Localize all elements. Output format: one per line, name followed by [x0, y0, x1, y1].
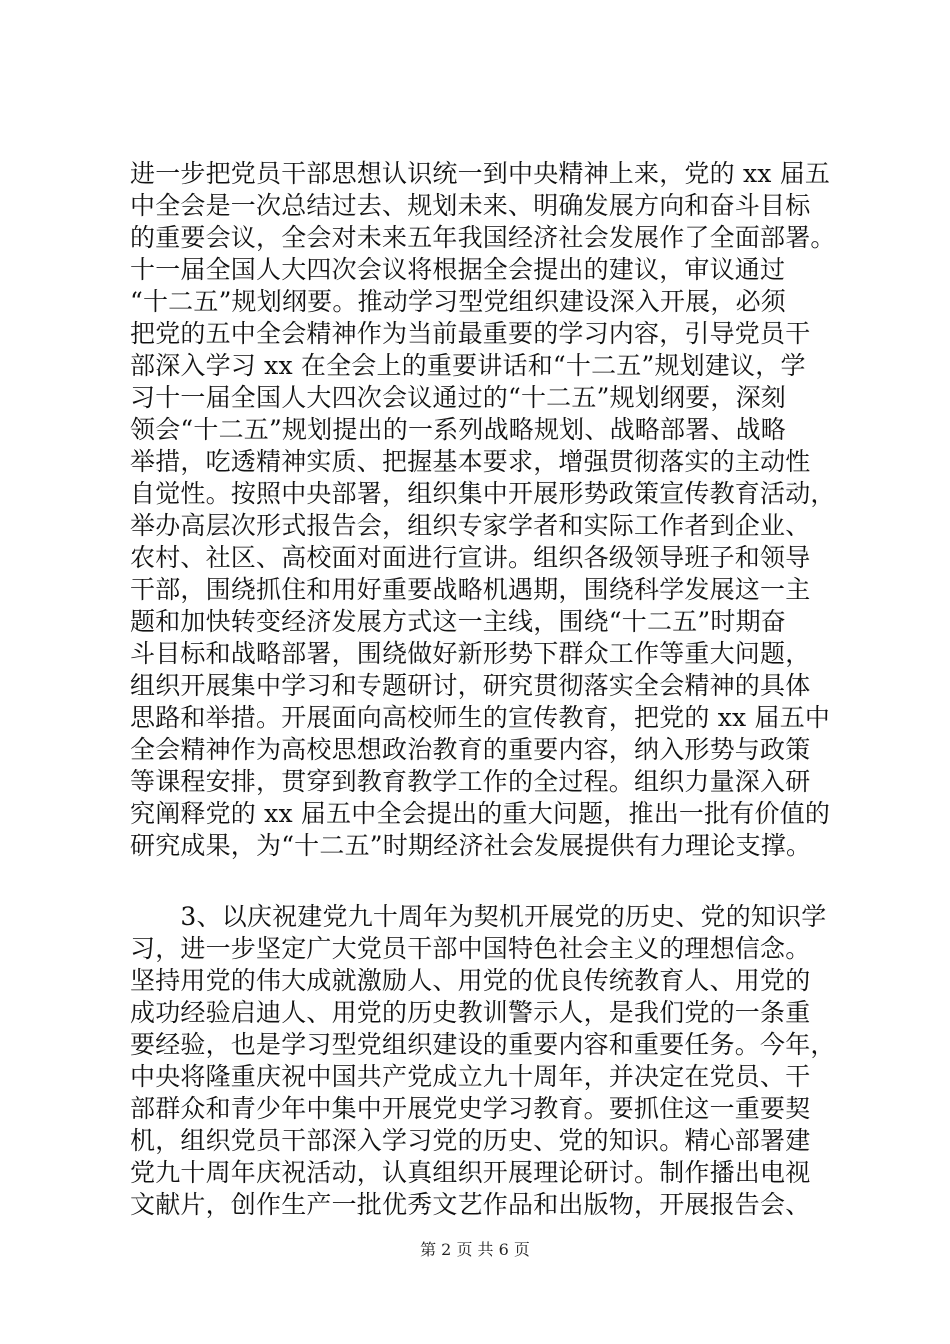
text-line: 习十一届全国人大四次会议通过的“十二五”规划纲要，深刻 — [130, 383, 786, 412]
text-line: 举办高层次形式报告会，组织专家学者和实际工作者到企业、 — [130, 511, 811, 540]
document-body — [130, 158, 836, 1221]
text-line: 中央将隆重庆祝中国共产党成立九十周年，并决定在党员、干 — [130, 1062, 811, 1091]
text-line: 等课程安排，贯穿到教育教学工作的全过程。组织力量深入研 — [130, 767, 811, 796]
text-line: 坚持用党的伟大成就激励人、用党的优良传统教育人、用党的 — [130, 966, 811, 995]
text-line: 的重要会议，全会对未来五年我国经济社会发展作了全面部署。 — [130, 223, 836, 252]
text-line: 究阐释党的 xx 届五中全会提出的重大问题，推出一批有价值的 — [130, 799, 831, 828]
text-line: 题和加快转变经济发展方式这一主线，围绕“十二五”时期奋 — [130, 607, 786, 636]
text-line: 把党的五中全会精神作为当前最重要的学习内容，引导党员干 — [130, 319, 811, 348]
paragraph-spacer — [130, 862, 830, 901]
text-line: 思路和举措。开展面向高校师生的宣传教育，把党的 xx 届五中 — [130, 703, 831, 732]
text-line: 机，组织党员干部深入学习党的历史、党的知识。精心部署建 — [130, 1126, 811, 1155]
text-line: 习，进一步坚定广大党员干部中国特色社会主义的理想信念。 — [130, 934, 811, 963]
text-line: 自觉性。按照中央部署，组织集中开展形势政策宣传教育活动， — [130, 479, 836, 508]
text-line: 部深入学习 xx 在全会上的重要讲话和“十二五”规划建议，学 — [130, 351, 806, 380]
text-line: 干部，围绕抓住和用好重要战略机遇期，围绕科学发展这一主 — [130, 575, 811, 604]
text-line: 研究成果，为“十二五”时期经济社会发展提供有力理论支撑。 — [130, 831, 812, 860]
text-line: 部群众和青少年中集中开展党史学习教育。要抓住这一重要契 — [130, 1094, 811, 1123]
text-line: 农村、社区、高校面对面进行宣讲。组织各级领导班子和领导 — [130, 543, 811, 572]
text-line: 3、以庆祝建党九十周年为契机开展党的历史、党的知识学 — [130, 902, 827, 931]
text-line: 党九十周年庆祝活动，认真组织开展理论研讨。制作播出电视 — [130, 1158, 811, 1187]
text-line: 成功经验启迪人、用党的历史教训警示人，是我们党的一条重 — [130, 998, 811, 1027]
text-line: 要经验，也是学习型党组织建设的重要内容和重要任务。今年， — [130, 1030, 836, 1059]
text-line: 举措，吃透精神实质、把握基本要求，增强贯彻落实的主动性 — [130, 447, 811, 476]
text-line: 文献片，创作生产一批优秀文艺作品和出版物，开展报告会、 — [130, 1190, 811, 1219]
text-line: 中全会是一次总结过去、规划未来、明确发展方向和奋斗目标 — [130, 191, 811, 220]
text-line: “十二五”规划纲要。推动学习型党组织建设深入开展，必须 — [130, 287, 786, 316]
text-line: 领会“十二五”规划提出的一系列战略规划、战略部署、战略 — [130, 415, 786, 444]
paragraph-1 — [130, 158, 836, 862]
text-line: 进一步把党员干部思想认识统一到中央精神上来，党的 xx 届五 — [130, 159, 831, 188]
text-line: 全会精神作为高校思想政治教育的重要内容，纳入形势与政策 — [130, 735, 811, 764]
page-number-footer: 第 2 页 共 6 页 — [420, 1240, 530, 1259]
paragraph-2 — [130, 901, 836, 1221]
text-line: 组织开展集中学习和专题研讨，研究贯彻落实全会精神的具体 — [130, 671, 811, 700]
text-line: 十一届全国人大四次会议将根据全会提出的建议，审议通过 — [130, 255, 786, 284]
text-line: 斗目标和战略部署，围绕做好新形势下群众工作等重大问题， — [130, 639, 811, 668]
